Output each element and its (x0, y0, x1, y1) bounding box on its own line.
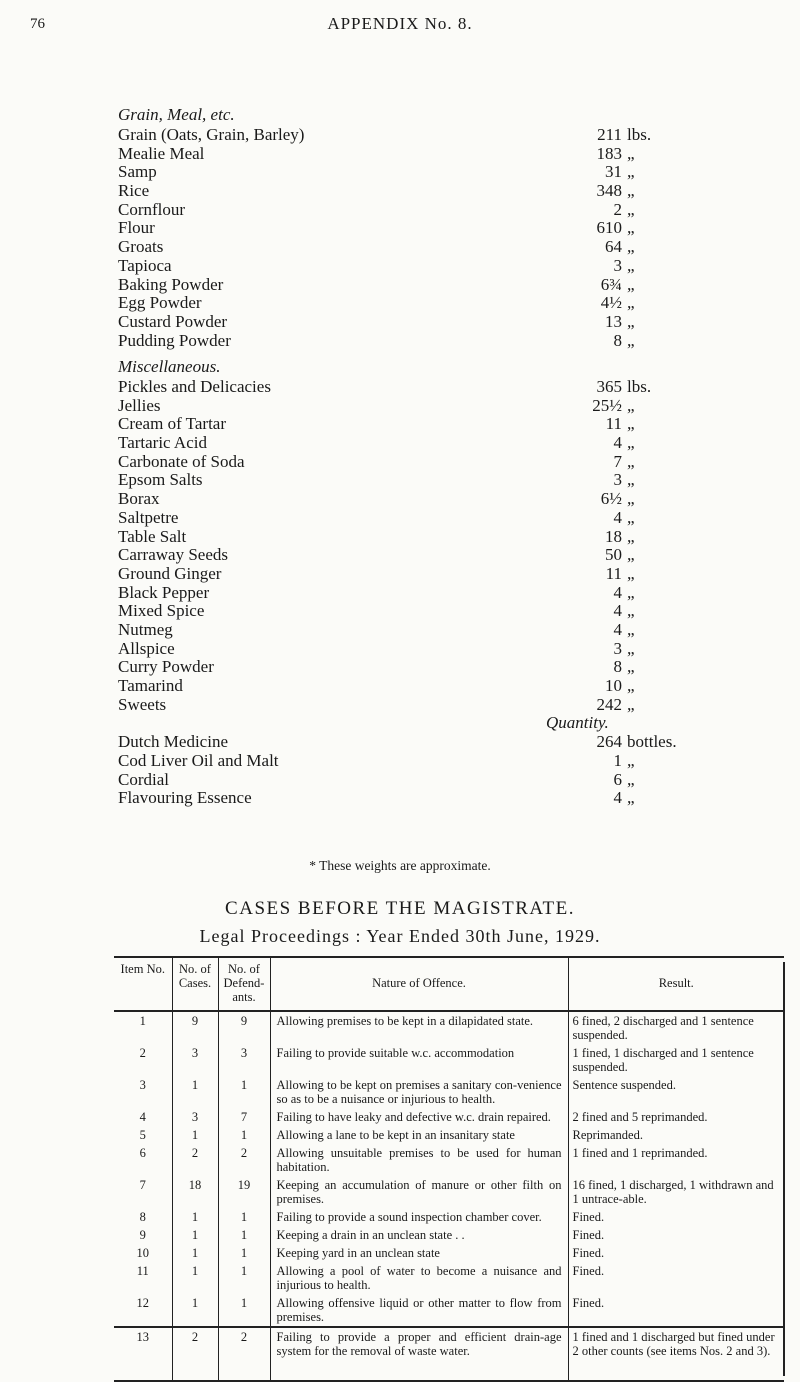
item-unit: lbs. (627, 125, 652, 144)
item-quantity: 3 (613, 255, 622, 275)
cell-offence: Failing to have leaky and defective w.c. drain repaired. (270, 1108, 568, 1126)
cell-item-no: 13 (136, 1330, 149, 1344)
list-item (118, 163, 788, 182)
item-quantity: 50 (605, 545, 622, 565)
cell-result: 1 fined and 1 reprimanded. (568, 1144, 784, 1176)
col-nature-of-offence: Nature of Offence. (270, 957, 568, 1011)
cell-item-no: 8 (139, 1210, 146, 1224)
item-label: Borax (118, 489, 160, 509)
cell-item-no: 2 (139, 1046, 146, 1060)
weights-footnote: * These weights are approximate. (309, 858, 491, 873)
item-label: Flour (118, 218, 155, 238)
cell-cases: 1 (172, 1126, 218, 1144)
cell-offence: Failing to provide suitable w.c. accommodation (270, 1044, 568, 1076)
table-row (114, 1294, 784, 1327)
cases-title: CASES BEFORE THE MAGISTRATE. (225, 898, 575, 919)
item-label: Epsom Salts (118, 470, 203, 490)
table-row (114, 1208, 784, 1226)
item-quantity: 1 (613, 751, 622, 771)
item-label: Groats (118, 237, 164, 257)
item-label: Curry Powder (118, 657, 214, 677)
table-row (114, 1108, 784, 1126)
item-quantity: 10 (605, 676, 622, 695)
item-unit: „ (627, 433, 635, 453)
cell-result: Sentence suspended. (568, 1076, 784, 1108)
item-unit: „ (627, 311, 635, 331)
item-unit: „ (627, 470, 635, 490)
list-item (118, 126, 788, 145)
cell-item-no: 6 (139, 1146, 146, 1160)
item-quantity: 6 (613, 769, 622, 789)
item-label: Egg Powder (118, 293, 202, 313)
item-unit: „ (627, 694, 635, 714)
item-label: Allspice (118, 638, 175, 658)
item-quantity: 13 (605, 311, 622, 331)
list-item (118, 771, 788, 790)
cell-item-no: 11 (136, 1264, 149, 1278)
item-quantity: 25½ (592, 395, 622, 415)
list-item (118, 201, 788, 220)
cell-cases: 9 (172, 1011, 218, 1044)
item-unit: „ (627, 582, 635, 602)
cell-result: 2 fined and 5 reprimanded. (568, 1108, 784, 1126)
quantity-heading: Quantity. (546, 713, 609, 733)
list-item (118, 471, 788, 490)
list-item (118, 733, 788, 752)
list-item (118, 276, 788, 295)
item-label: Pickles and Delicacies (118, 377, 271, 396)
item-quantity: 183 (596, 143, 622, 163)
quantity-heading-row (118, 714, 788, 733)
cell-item-no: 5 (139, 1128, 146, 1142)
cell-offence: Allowing a lane to be kept in an insanitary state (270, 1126, 568, 1144)
item-quantity: 6½ (600, 489, 622, 509)
table-row (114, 1226, 784, 1244)
grain-list (118, 126, 788, 350)
item-label: Carbonate of Soda (118, 451, 245, 471)
cases-subtitle: Legal Proceedings : Year Ended 30th June, 1929. (199, 926, 601, 946)
item-unit: „ (627, 601, 635, 621)
item-quantity: 365 (596, 377, 622, 396)
item-quantity: 4 (613, 507, 622, 527)
cell-result: 1 fined and 1 discharged but fined under 2 other counts (see items Nos. 2 and 3). (568, 1327, 784, 1381)
item-label: Tartaric Acid (118, 433, 207, 453)
list-item (118, 546, 788, 565)
item-label: Carraway Seeds (118, 545, 228, 565)
table-row (114, 1244, 784, 1262)
item-label: Table Salt (118, 526, 187, 546)
item-quantity: 4 (613, 619, 622, 639)
item-unit: „ (627, 414, 635, 434)
list-item (118, 219, 788, 238)
item-unit: „ (627, 395, 635, 415)
list-item (118, 257, 788, 276)
item-label: Cream of Tartar (118, 414, 227, 434)
item-label: Tamarind (118, 676, 183, 695)
item-quantity: 264 (596, 732, 622, 752)
item-quantity: 4 (613, 788, 622, 808)
col-result: Result. (568, 957, 784, 1011)
cell-defendants: 2 (218, 1327, 270, 1381)
list-item (118, 434, 788, 453)
item-label: Pudding Powder (118, 330, 231, 350)
item-quantity: 11 (605, 563, 622, 583)
cell-item-no: 7 (139, 1178, 146, 1192)
table-row (114, 1327, 784, 1381)
item-unit: „ (627, 489, 635, 509)
item-label: Cornflour (118, 199, 186, 219)
list-item (118, 640, 788, 659)
item-label: Sweets (118, 694, 167, 714)
item-label: Custard Powder (118, 311, 228, 331)
cell-result: 1 fined, 1 discharged and 1 sentence suspended. (568, 1044, 784, 1076)
table-row (114, 1076, 784, 1108)
cell-offence: Allowing offensive liquid or other matter to flow from premises. (270, 1294, 568, 1327)
list-item (118, 453, 788, 472)
cell-result: Fined. (568, 1226, 784, 1244)
list-item (118, 528, 788, 547)
item-quantity: 4 (613, 433, 622, 453)
item-quantity: 4½ (600, 293, 622, 313)
cell-item-no: 1 (139, 1014, 146, 1028)
item-unit: „ (627, 638, 635, 658)
item-quantity: 8 (613, 330, 622, 350)
item-unit: bottles. (627, 732, 677, 752)
list-item (118, 584, 788, 603)
item-quantity: 31 (605, 162, 622, 182)
list-item (118, 378, 788, 397)
list-item (118, 490, 788, 509)
item-label: Samp (118, 162, 157, 182)
item-quantity: 3 (613, 470, 622, 490)
item-unit: „ (627, 563, 635, 583)
item-unit: „ (627, 218, 635, 238)
list-item (118, 789, 788, 808)
cell-item-no: 10 (136, 1246, 149, 1260)
cell-result: 6 fined, 2 discharged and 1 sentence suspended. (568, 1011, 784, 1044)
bottle-list (118, 733, 788, 808)
list-item (118, 677, 788, 696)
item-unit: „ (627, 181, 635, 201)
item-quantity: 348 (596, 181, 622, 201)
cell-cases: 1 (172, 1226, 218, 1244)
page-number: 76 (30, 16, 45, 32)
item-unit: „ (627, 199, 635, 219)
item-unit: „ (627, 657, 635, 677)
item-unit: „ (627, 451, 635, 471)
table-row (114, 1011, 784, 1044)
item-unit: „ (627, 676, 635, 695)
item-quantity: 2 (613, 199, 622, 219)
cell-item-no: 9 (139, 1228, 146, 1242)
item-label: Baking Powder (118, 274, 224, 294)
list-item (118, 313, 788, 332)
cell-cases: 2 (172, 1327, 218, 1381)
list-item (118, 509, 788, 528)
table-row (114, 1044, 784, 1076)
cell-offence: Keeping a drain in an unclean state . . (270, 1226, 568, 1244)
misc-heading: Miscellaneous. (118, 357, 221, 376)
cell-defendants: 1 (218, 1226, 270, 1244)
cell-offence: Failing to provide a sound inspection chamber cover. (270, 1208, 568, 1226)
cases-body (114, 1011, 784, 1381)
list-item (118, 145, 788, 164)
item-quantity: 3 (613, 638, 622, 658)
cell-defendants: 19 (218, 1176, 270, 1208)
cell-defendants: 1 (218, 1208, 270, 1226)
list-item (118, 658, 788, 677)
col-no-of-cases: No. of Cases. (172, 957, 218, 1011)
item-quantity: 211 (597, 125, 622, 144)
table-right-rule (783, 962, 785, 1376)
cell-result: Fined. (568, 1294, 784, 1327)
item-unit: „ (627, 788, 635, 808)
item-label: Tapioca (118, 255, 172, 275)
list-item (118, 621, 788, 640)
list-item (118, 182, 788, 201)
item-label: Ground Ginger (118, 563, 222, 583)
item-quantity: 4 (613, 601, 622, 621)
item-unit: „ (627, 751, 635, 771)
cell-offence: Keeping an accumulation of manure or other filth on premises. (270, 1176, 568, 1208)
list-item (118, 238, 788, 257)
table-row (114, 1262, 784, 1294)
item-unit: „ (627, 293, 635, 313)
list-item (118, 415, 788, 434)
cell-defendants: 3 (218, 1044, 270, 1076)
cell-result: Fined. (568, 1208, 784, 1226)
cell-cases: 3 (172, 1108, 218, 1126)
item-label: Cordial (118, 769, 169, 789)
item-unit: „ (627, 330, 635, 350)
item-unit: „ (627, 255, 635, 275)
item-unit: „ (627, 769, 635, 789)
item-unit: lbs. (627, 377, 652, 396)
item-quantity: 7 (613, 451, 622, 471)
cell-offence: Allowing a pool of water to become a nuisance and injurious to health. (270, 1262, 568, 1294)
item-unit: „ (627, 619, 635, 639)
item-quantity: 242 (596, 694, 622, 714)
list-item (118, 696, 788, 715)
cell-defendants: 1 (218, 1076, 270, 1108)
cases-header-row (114, 957, 784, 1011)
cell-cases: 1 (172, 1294, 218, 1327)
cell-offence: Failing to provide a proper and efficient drain-age system for the removal of waste water. (270, 1327, 568, 1381)
col-no-of-defendants: No. of Defend-ants. (218, 957, 270, 1011)
list-item (118, 332, 788, 351)
list-item (118, 397, 788, 416)
cell-result: Fined. (568, 1262, 784, 1294)
item-label: Jellies (118, 395, 161, 415)
list-item (118, 602, 788, 621)
cell-item-no: 12 (136, 1296, 149, 1310)
item-label: Saltpetre (118, 507, 179, 527)
item-label: Mixed Spice (118, 601, 205, 621)
running-head: APPENDIX No. 8. (327, 14, 473, 33)
misc-section (118, 356, 788, 808)
item-label: Flavouring Essence (118, 788, 252, 808)
cell-item-no: 4 (139, 1110, 146, 1124)
table-row (114, 1144, 784, 1176)
item-quantity: 18 (605, 526, 622, 546)
list-item (118, 752, 788, 771)
item-label: Black Pepper (118, 582, 210, 602)
cell-defendants: 1 (218, 1262, 270, 1294)
grain-heading: Grain, Meal, etc. (118, 105, 235, 124)
item-quantity: 64 (605, 237, 622, 257)
table-row (114, 1176, 784, 1208)
grain-section (118, 104, 788, 350)
item-unit: „ (627, 507, 635, 527)
table-row (114, 1126, 784, 1144)
cell-result: Reprimanded. (568, 1126, 784, 1144)
cell-cases: 3 (172, 1044, 218, 1076)
cell-cases: 1 (172, 1208, 218, 1226)
item-unit: „ (627, 526, 635, 546)
item-unit: „ (627, 545, 635, 565)
item-quantity: 6¾ (600, 274, 622, 294)
item-label: Rice (118, 181, 150, 201)
misc-list (118, 378, 788, 714)
cell-offence: Keeping yard in an unclean state (270, 1244, 568, 1262)
cell-defendants: 7 (218, 1108, 270, 1126)
cell-defendants: 9 (218, 1011, 270, 1044)
item-quantity: 4 (613, 582, 622, 602)
item-quantity: 610 (596, 218, 622, 238)
cell-defendants: 1 (218, 1294, 270, 1327)
item-unit: „ (627, 237, 635, 257)
cell-offence: Allowing unsuitable premises to be used for human habitation. (270, 1144, 568, 1176)
item-label: Dutch Medicine (118, 732, 228, 752)
list-item (118, 294, 788, 313)
list-item (118, 565, 788, 584)
cell-cases: 1 (172, 1262, 218, 1294)
cell-item-no: 3 (139, 1078, 146, 1092)
cell-cases: 2 (172, 1144, 218, 1176)
item-unit: „ (627, 162, 635, 182)
item-label: Nutmeg (118, 619, 173, 639)
cell-offence: Allowing premises to be kept in a dilapidated state. (270, 1011, 568, 1044)
cell-defendants: 1 (218, 1244, 270, 1262)
cell-cases: 1 (172, 1244, 218, 1262)
item-label: Mealie Meal (118, 143, 205, 163)
item-quantity: 8 (613, 657, 622, 677)
item-label: Cod Liver Oil and Malt (118, 751, 279, 771)
col-item-no: Item No. (114, 957, 172, 1011)
item-quantity: 11 (605, 414, 622, 434)
item-label: Grain (Oats, Grain, Barley) (118, 125, 305, 144)
cell-cases: 18 (172, 1176, 218, 1208)
cell-result: 16 fined, 1 discharged, 1 withdrawn and 1 untrace-able. (568, 1176, 784, 1208)
item-unit: „ (627, 274, 635, 294)
item-unit: „ (627, 143, 635, 163)
cell-defendants: 1 (218, 1126, 270, 1144)
cell-result: Fined. (568, 1244, 784, 1262)
cases-table (114, 956, 784, 1382)
cell-offence: Allowing to be kept on premises a sanitary con-venience so as to be a nuisance or injurious to health. (270, 1076, 568, 1108)
cell-defendants: 2 (218, 1144, 270, 1176)
cell-cases: 1 (172, 1076, 218, 1108)
